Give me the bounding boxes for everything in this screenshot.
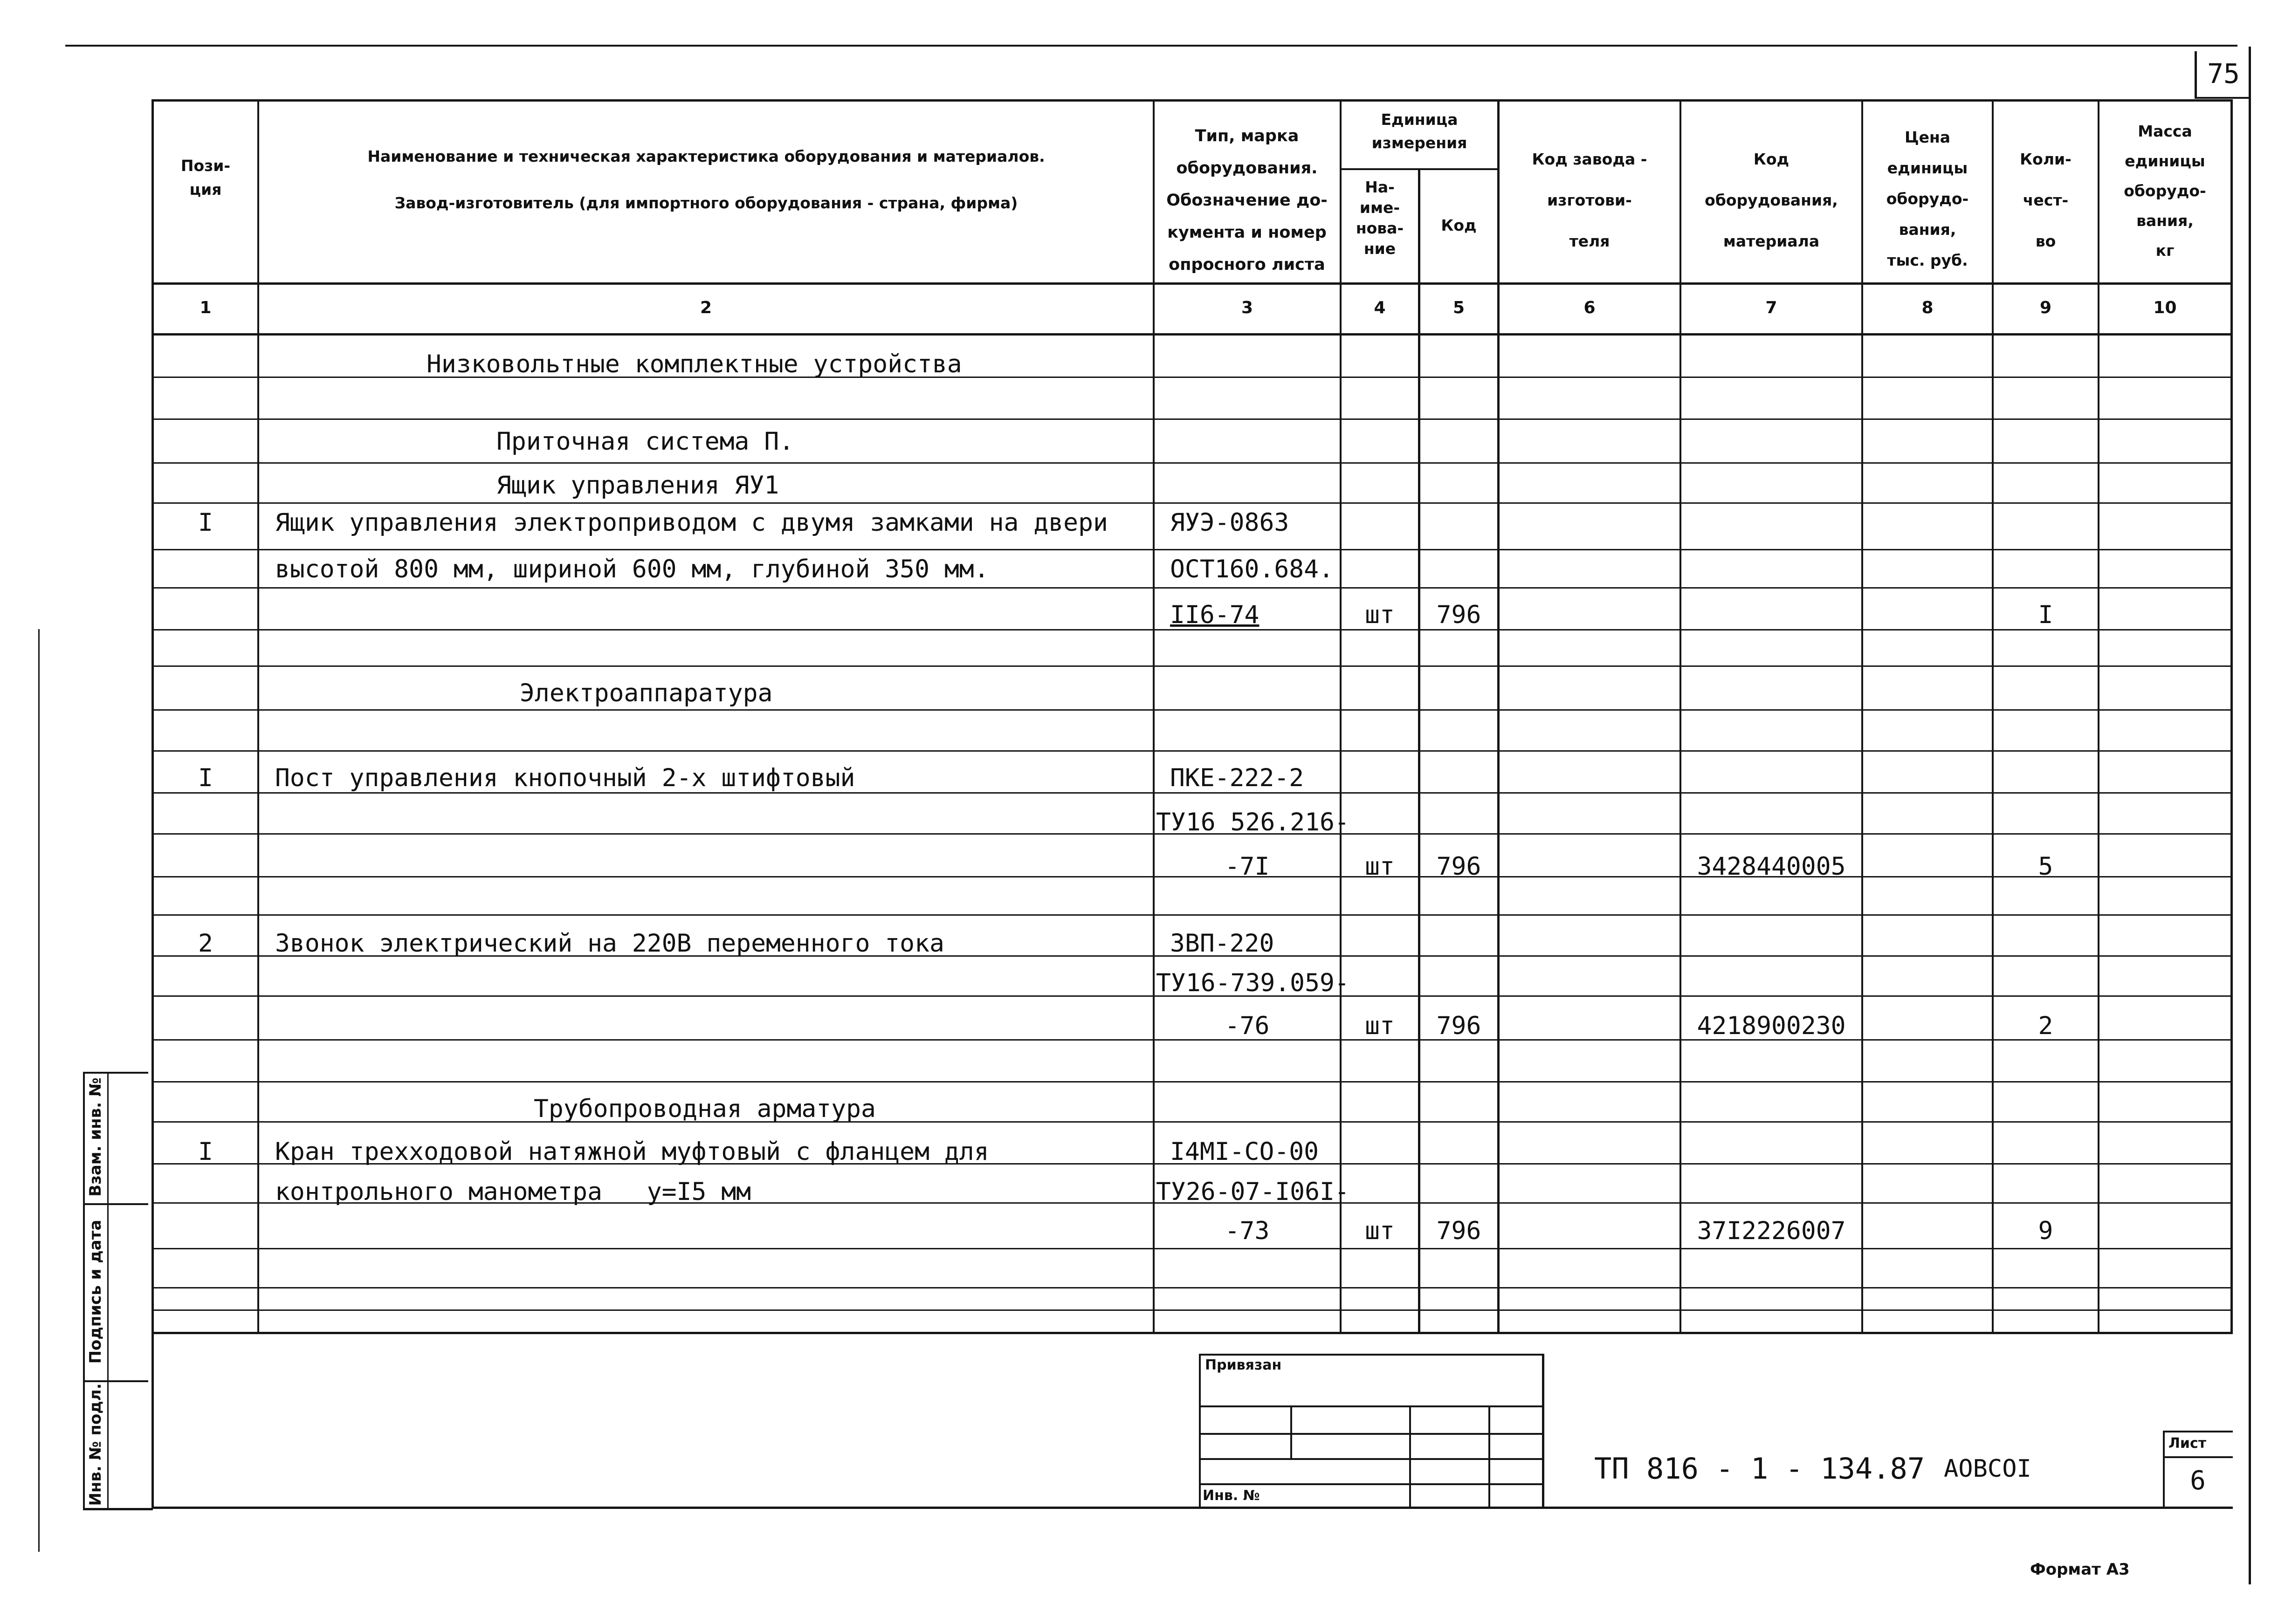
header-unit-group: Единица измерения <box>1371 110 1467 152</box>
table-row-type: ПКЕ-222-2 <box>1170 764 1304 792</box>
col-line-7 <box>1861 99 1863 1334</box>
header-quantity: Коли- чест- во <box>2020 150 2072 250</box>
inv-no-label: Инв. № <box>1203 1487 1260 1504</box>
top-border-line <box>65 45 2237 47</box>
sheet-label: Лист <box>2168 1435 2207 1452</box>
header-type: Тип, марка оборудования. Обозначение до- кумента и номер опросного листа <box>1166 127 1328 274</box>
header-unit-code: Код <box>1441 216 1477 234</box>
table-row-type: I4МI-СО-00 <box>1170 1137 1319 1166</box>
privyazan-top <box>1199 1354 1544 1356</box>
column-number-6: 6 <box>1583 298 1596 317</box>
table-row-unit-code: 796 <box>1436 601 1481 629</box>
table-row-pos: I <box>198 764 213 792</box>
table-row-quantity: 2 <box>2038 1012 2053 1040</box>
table-row-unit-code: 796 <box>1436 1217 1481 1245</box>
row-separator-line <box>151 1121 2233 1123</box>
colnum-bottom-line <box>151 333 2233 336</box>
table-row-name: Звонок электрический на 220В переменного тока <box>275 929 944 958</box>
row-separator-line <box>151 792 2233 794</box>
table-row-type: ОСТ160.684. <box>1170 555 1334 583</box>
col-line-6 <box>1679 99 1681 1334</box>
col-line-1 <box>257 99 259 1334</box>
column-number-1: 1 <box>200 298 212 317</box>
table-row-type: -7I <box>1225 852 1270 881</box>
side-stamp-inv-podl: Инв. № подл. <box>86 1383 105 1506</box>
section-heading-nku: Низковольтные комплектные устройства <box>427 350 962 378</box>
table-row-name: контрольного манометра у=I5 мм <box>275 1178 751 1206</box>
col-line-2 <box>1153 99 1155 1334</box>
col-line-10 <box>2230 99 2233 1334</box>
table-row-name: Кран трехходовой натяжной муфтовый с фланцем для <box>275 1137 989 1166</box>
column-number-2: 2 <box>700 298 712 317</box>
table-row-code: 3428440005 <box>1697 852 1846 881</box>
privyazan-h1 <box>1199 1405 1544 1407</box>
row-separator-line <box>151 1309 2233 1311</box>
privyazan-v2 <box>1409 1405 1411 1508</box>
table-row-unit: шт <box>1365 1012 1395 1040</box>
page-number-box-bottom <box>2195 97 2251 99</box>
section-heading-control-box: Ящик управления ЯУ1 <box>496 471 779 500</box>
header-unit-name: На- име- нова- ние <box>1356 178 1404 258</box>
table-row-unit: шт <box>1365 1217 1395 1245</box>
row-separator-line <box>151 1081 2233 1083</box>
column-number-4: 4 <box>1374 298 1386 317</box>
section-heading-supply-system: Приточная система П. <box>496 427 794 456</box>
table-row-type: ЯУЭ-0863 <box>1170 508 1289 537</box>
column-number-8: 8 <box>1921 298 1934 317</box>
row-separator-line <box>151 462 2233 464</box>
privyazan-h3 <box>1199 1458 1544 1460</box>
header-bottom-line <box>151 282 2233 285</box>
side-stamp-vzam-inv: Взам. инв. № <box>86 1077 105 1197</box>
header-equipment-code: Код оборудования, материала <box>1705 150 1838 250</box>
table-row-type: ТУ16-739.059- <box>1156 969 1349 997</box>
table-row-quantity: 9 <box>2038 1217 2053 1245</box>
row-separator-line <box>151 587 2233 589</box>
row-separator-line <box>151 709 2233 711</box>
header-name-line2: Завод-изготовитель (для импортного оборудования - страна, фирма) <box>394 194 1018 212</box>
header-factory-code: Код завода - изготови- теля <box>1532 150 1647 250</box>
side-stamp-left <box>83 1072 85 1510</box>
row-separator-line <box>151 750 2233 752</box>
header-unit-mass: Масса единицы оборудо- вания, кг <box>2124 122 2206 260</box>
table-row-unit: шт <box>1365 601 1395 629</box>
page-number: 75 <box>2207 58 2240 89</box>
privyazan-v1 <box>1290 1405 1292 1460</box>
row-separator-line <box>151 629 2233 630</box>
table-row-type: ЗВП-220 <box>1170 929 1274 958</box>
document-code: АОВСОI <box>1944 1455 2031 1483</box>
col-line-5 <box>1497 99 1500 1334</box>
table-row-quantity: I <box>2038 601 2053 629</box>
privyazan-h2 <box>1199 1433 1544 1435</box>
section-heading-pipe-fittings: Трубопроводная арматура <box>534 1095 876 1123</box>
row-separator-line <box>151 914 2233 916</box>
title-block-bottom <box>151 1507 2233 1509</box>
sheet-box-mid <box>2163 1456 2233 1458</box>
row-separator-line <box>151 549 2233 550</box>
col-line-8 <box>1992 99 1994 1334</box>
table-row-pos: I <box>198 508 213 537</box>
table-row-pos: 2 <box>198 929 213 958</box>
privyazan-h4 <box>1199 1483 1544 1485</box>
side-stamp-mid <box>107 1072 109 1510</box>
table-top-line <box>151 99 2233 102</box>
row-separator-line <box>151 502 2233 504</box>
table-row-type: II6-74 <box>1170 601 1260 629</box>
page-number-box-left <box>2195 51 2197 98</box>
column-number-3: 3 <box>1241 298 1253 317</box>
header-pozitsiya: Пози- ция <box>180 157 231 199</box>
side-stamp-signature-date: Подпись и дата <box>86 1220 105 1364</box>
table-row-unit-code: 796 <box>1436 852 1481 881</box>
table-row-unit: шт <box>1365 852 1395 881</box>
table-row-type: -73 <box>1225 1217 1270 1245</box>
column-number-7: 7 <box>1765 298 1777 317</box>
column-number-9: 9 <box>2039 298 2052 317</box>
table-row-type: ТУ16 526.216- <box>1156 808 1349 836</box>
sheet-number: 6 <box>2190 1466 2206 1496</box>
document-designation: ТП 816 - 1 - 134.87 <box>1594 1452 1925 1486</box>
section-heading-electrical: Электроаппаратура <box>520 679 773 707</box>
table-row-type: -76 <box>1225 1012 1270 1040</box>
row-separator-line <box>151 665 2233 667</box>
col-line-3 <box>1340 99 1342 1334</box>
sheet-box-top <box>2163 1431 2233 1432</box>
privyazan-v3 <box>1488 1405 1490 1508</box>
column-number-5: 5 <box>1452 298 1465 317</box>
table-row-name: Пост управления кнопочный 2-х штифтовый <box>275 764 855 792</box>
row-separator-line <box>151 1248 2233 1249</box>
privyazan-label: Привязан <box>1205 1357 1282 1373</box>
row-separator-line <box>151 1287 2233 1288</box>
table-row-code: 4218900230 <box>1697 1012 1846 1040</box>
table-row-unit-code: 796 <box>1436 1012 1481 1040</box>
sheet-box-left <box>2163 1431 2165 1509</box>
table-row-name: высотой 800 мм, шириной 600 мм, глубиной 350 мм. <box>275 555 989 583</box>
table-bottom-line <box>151 1332 2233 1334</box>
table-row-name: Ящик управления электроприводом с двумя замками на двери <box>275 508 1108 537</box>
row-separator-line <box>151 418 2233 420</box>
left-binding-line <box>38 629 40 1552</box>
table-row-quantity: 5 <box>2038 852 2053 881</box>
right-border-line <box>2249 47 2251 1584</box>
header-name-line1: Наименование и техническая характеристика оборудования и материалов. <box>367 147 1045 165</box>
table-row-code: 37I2226007 <box>1697 1217 1846 1245</box>
table-row-pos: I <box>198 1137 213 1166</box>
format-label: Формат А3 <box>2030 1560 2130 1579</box>
header-unit-price: Цена единицы оборудо- вания, тыс. руб. <box>1886 128 1969 269</box>
table-row-type: ТУ26-07-I06I- <box>1156 1178 1349 1206</box>
col-line-9 <box>2098 99 2099 1334</box>
column-number-10: 10 <box>2153 298 2177 317</box>
